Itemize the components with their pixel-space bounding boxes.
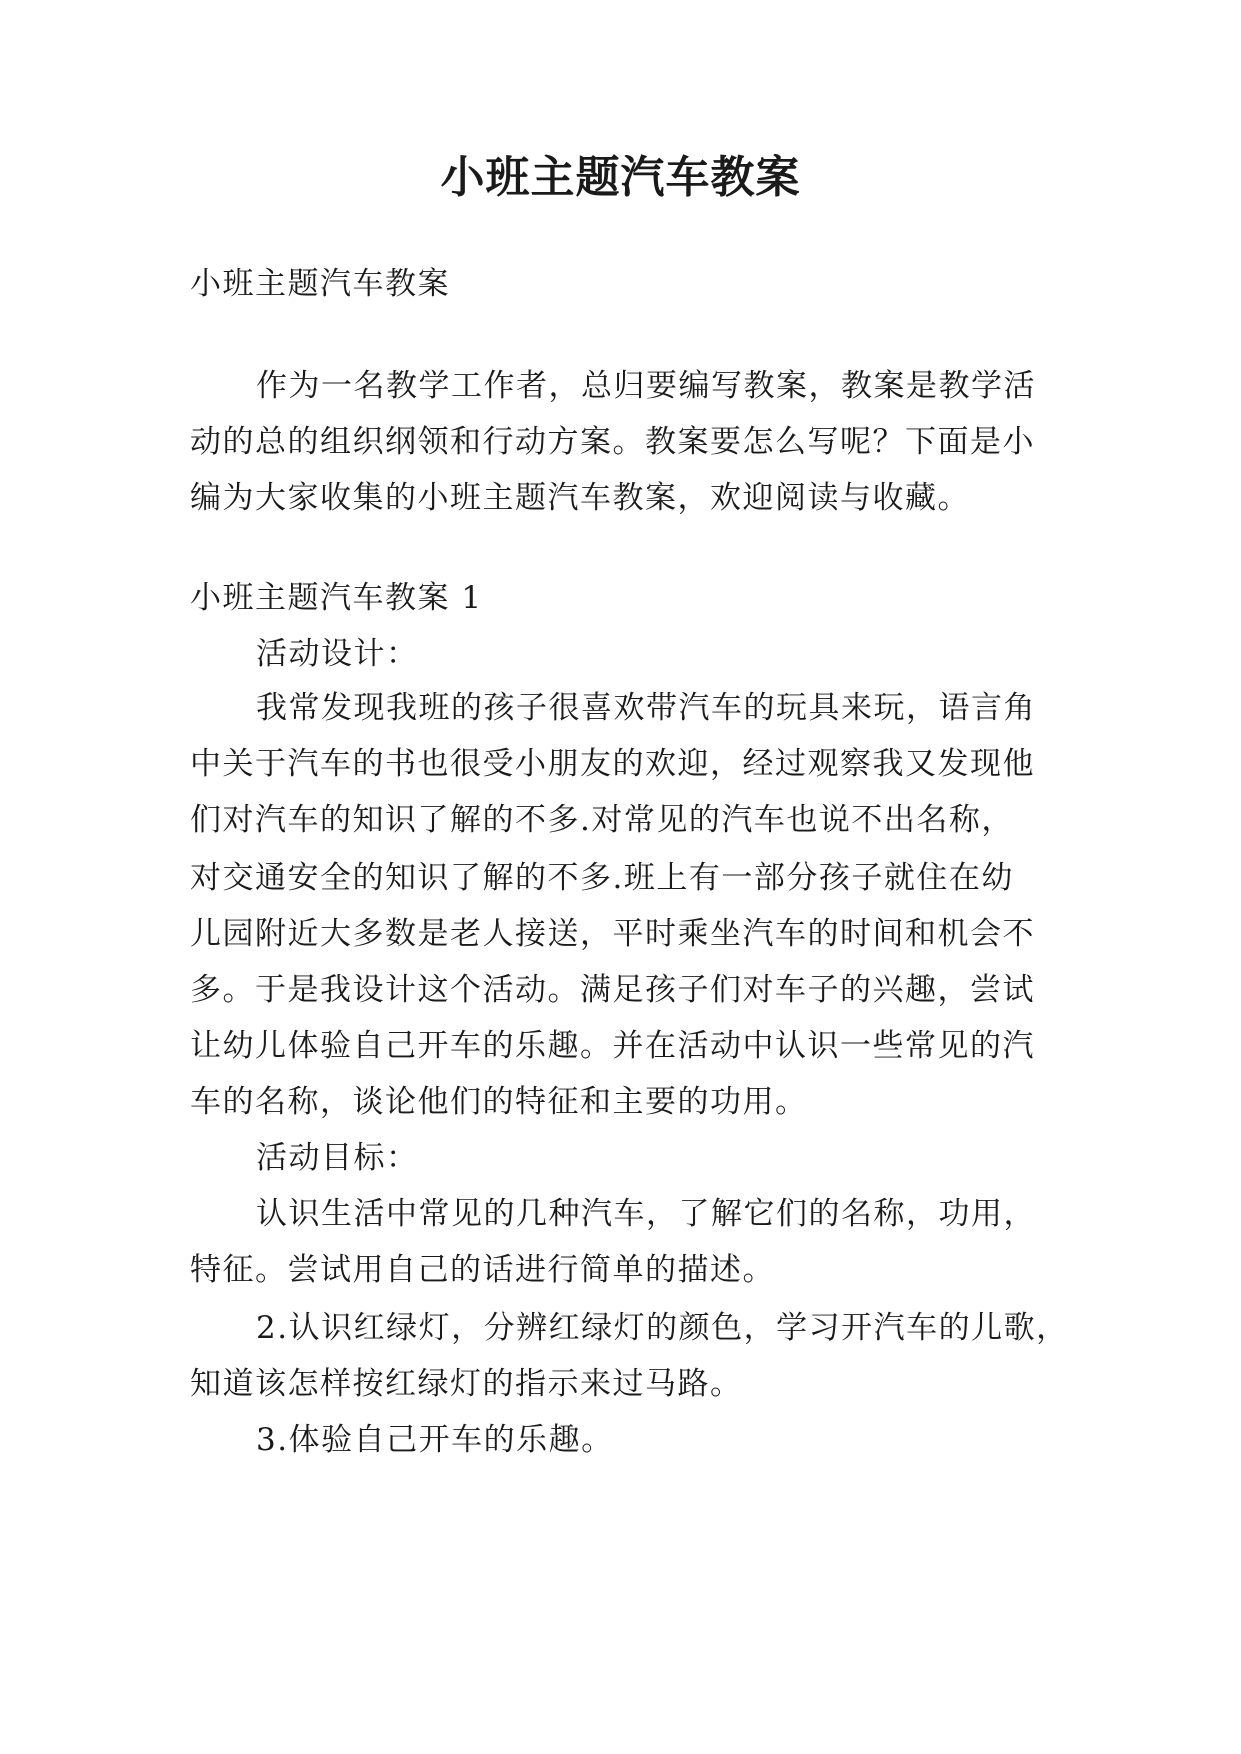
design-body-line: 对交通安全的知识了解的不多.班上有一部分孩子就住在幼 [190,860,1014,896]
document-subtitle: 小班主题汽车教案 [190,266,450,302]
intro-line: 动的总的组织纲领和行动方案。教案要怎么写呢？下面是小 [190,424,1035,460]
goal-line: 认识生活中常见的几种汽车，了解它们的名称，功用， [256,1196,1036,1232]
design-heading: 活动设计： [256,636,419,672]
design-body-line: 们对汽车的知识了解的不多.对常见的汽车也说不出名称， [190,802,1014,838]
goal-line: 2.认识红绿灯，分辨红绿灯的颜色，学习开汽车的儿歌， [256,1310,1069,1346]
design-body-line: 多。于是我设计这个活动。满足孩子们对车子的兴趣，尝试 [190,972,1035,1008]
design-body-line: 让幼儿体验自己开车的乐趣。并在活动中认识一些常见的汽 [190,1028,1035,1064]
design-body-line: 儿园附近大多数是老人接送，平时乘坐汽车的时间和机会不 [190,916,1035,952]
design-body-line: 我常发现我班的孩子很喜欢带汽车的玩具来玩，语言角 [256,690,1036,726]
goal-line: 知道该怎样按红绿灯的指示来过马路。 [190,1366,743,1402]
intro-line: 作为一名教学工作者，总归要编写教案，教案是教学活 [256,368,1036,404]
design-body-line: 中关于汽车的书也很受小朋友的欢迎，经过观察我又发现他 [190,746,1035,782]
intro-line: 编为大家收集的小班主题汽车教案，欢迎阅读与收藏。 [190,480,970,516]
design-body-line: 车的名称，谈论他们的特征和主要的功用。 [190,1084,808,1120]
goal-line: 特征。尝试用自己的话进行简单的描述。 [190,1252,775,1288]
document-title: 小班主题汽车教案 [440,152,801,203]
goal-line: 3.体验自己开车的乐趣。 [256,1422,614,1458]
section-title: 小班主题汽车教案 1 [190,580,483,616]
goal-heading: 活动目标： [256,1140,419,1176]
